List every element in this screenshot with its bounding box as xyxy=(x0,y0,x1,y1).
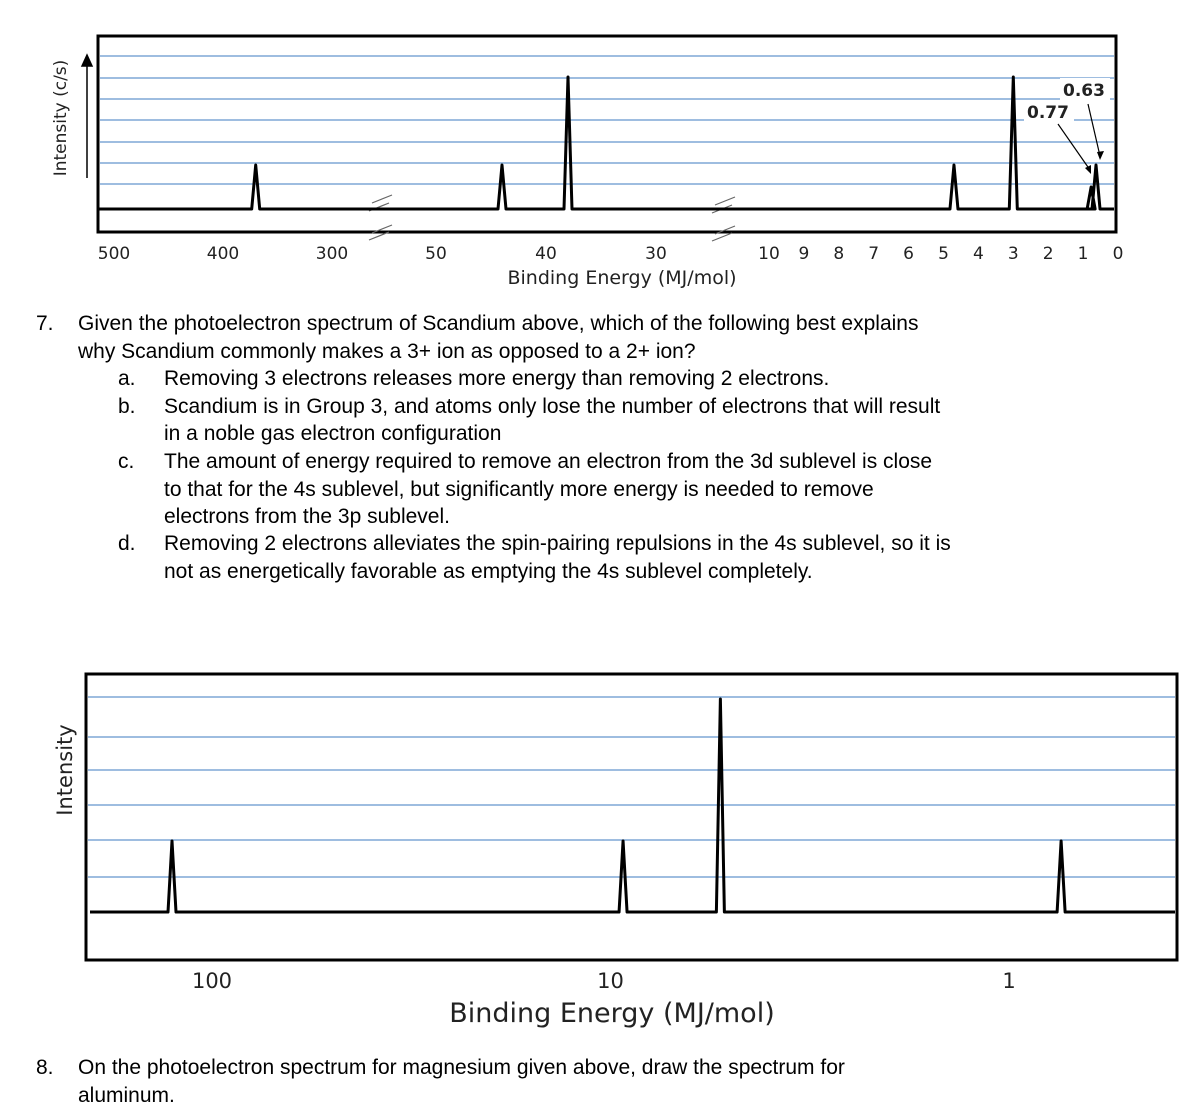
chart2-tick-1: 1 xyxy=(1002,969,1016,993)
chart1-ylabel: Intensity (c/s) xyxy=(51,59,71,177)
chart1-tick-5: 5 xyxy=(938,244,949,264)
annotation-0.63: 0.63 xyxy=(1063,81,1105,101)
question-text-line: On the photoelectron spectrum for magnesium given above, draw the spectrum for xyxy=(78,1056,845,1079)
chart1-tick-0: 0 xyxy=(1112,244,1124,264)
chart2-ylabel: Intensity xyxy=(53,724,77,816)
annotation-0.77: 0.77 xyxy=(1027,103,1069,123)
chart2-tick-labels xyxy=(192,969,1016,993)
chart1-tick-40: 40 xyxy=(535,244,557,264)
annotation-arrow xyxy=(1097,151,1104,160)
chart2-tick-10: 10 xyxy=(597,969,624,993)
chart1-tick-1: 1 xyxy=(1077,244,1089,264)
chart1-tick-50: 50 xyxy=(425,244,447,264)
chart1-tick-6: 6 xyxy=(903,244,915,264)
chart1-xlabel: Binding Energy (MJ/mol) xyxy=(507,267,737,289)
chart1-tick-3: 3 xyxy=(1007,244,1019,264)
chart1-tick-500: 500 xyxy=(97,244,131,264)
option-letter: b. xyxy=(118,394,136,418)
chart1-tick-2: 2 xyxy=(1042,244,1054,264)
chart1-frame xyxy=(98,36,1116,232)
chart1-tick-4: 4 xyxy=(972,244,984,264)
chart1 xyxy=(51,36,1123,289)
chart1-tick-8: 8 xyxy=(833,244,845,264)
chart1-tick-30: 30 xyxy=(645,244,667,264)
chart2-xlabel: Binding Energy (MJ/mol) xyxy=(449,998,775,1029)
annotation-arrow xyxy=(1088,104,1100,156)
option-letter: d. xyxy=(118,532,136,555)
chart2-gridlines xyxy=(88,697,1175,877)
option-text-line: Scandium is in Group 3, and atoms only lose the number of electrons that will result xyxy=(164,394,941,418)
y-axis-arrow xyxy=(82,55,92,178)
option-text-line: to that for the 4s sublevel, but significantly more energy is needed to remove xyxy=(164,477,874,501)
question-text-line: Given the photoelectron spectrum of Scandium above, which of the following best explains xyxy=(78,312,919,335)
chart2 xyxy=(53,674,1177,1029)
chart1-tick-9: 9 xyxy=(798,244,810,264)
axis-break-mark xyxy=(712,197,735,213)
chart1-gridlines xyxy=(100,56,1114,184)
option-text-line: Removing 2 electrons alleviates the spin-pairing repulsions in the 4s sublevel, so it is xyxy=(164,532,951,555)
option-letter: c. xyxy=(118,450,135,473)
option-text-line: The amount of energy required to remove an electron from the 3d sublevel is close xyxy=(164,450,933,473)
question-text-line: aluminum. xyxy=(78,1083,175,1107)
chart1-tick-300: 300 xyxy=(315,244,349,264)
question-text-line: why Scandium commonly makes a 3+ ion as opposed to a 2+ ion? xyxy=(78,339,696,363)
option-text-line: in a noble gas electron configuration xyxy=(164,422,502,445)
chart1-tick-400: 400 xyxy=(206,244,240,264)
chart1-axis-breaks xyxy=(369,195,735,241)
option-text-line: not as energetically favorable as emptying the 4s sublevel completely. xyxy=(164,559,813,583)
option-letter: a. xyxy=(118,367,136,390)
chart1-tick-10: 10 xyxy=(758,244,780,264)
chart1-tick-labels xyxy=(98,244,1124,264)
question-number: 8. xyxy=(36,1056,54,1079)
chart2-tick-100: 100 xyxy=(191,969,233,993)
chart1-tick-7: 7 xyxy=(868,244,880,264)
option-text-line: Removing 3 electrons releases more energy than removing 2 electrons. xyxy=(164,367,830,390)
chart1-spectrum-line xyxy=(98,77,1114,209)
question-number: 7. xyxy=(36,312,54,335)
chart2-frame xyxy=(86,674,1177,960)
option-text-line: electrons from the 3p sublevel. xyxy=(164,505,450,528)
